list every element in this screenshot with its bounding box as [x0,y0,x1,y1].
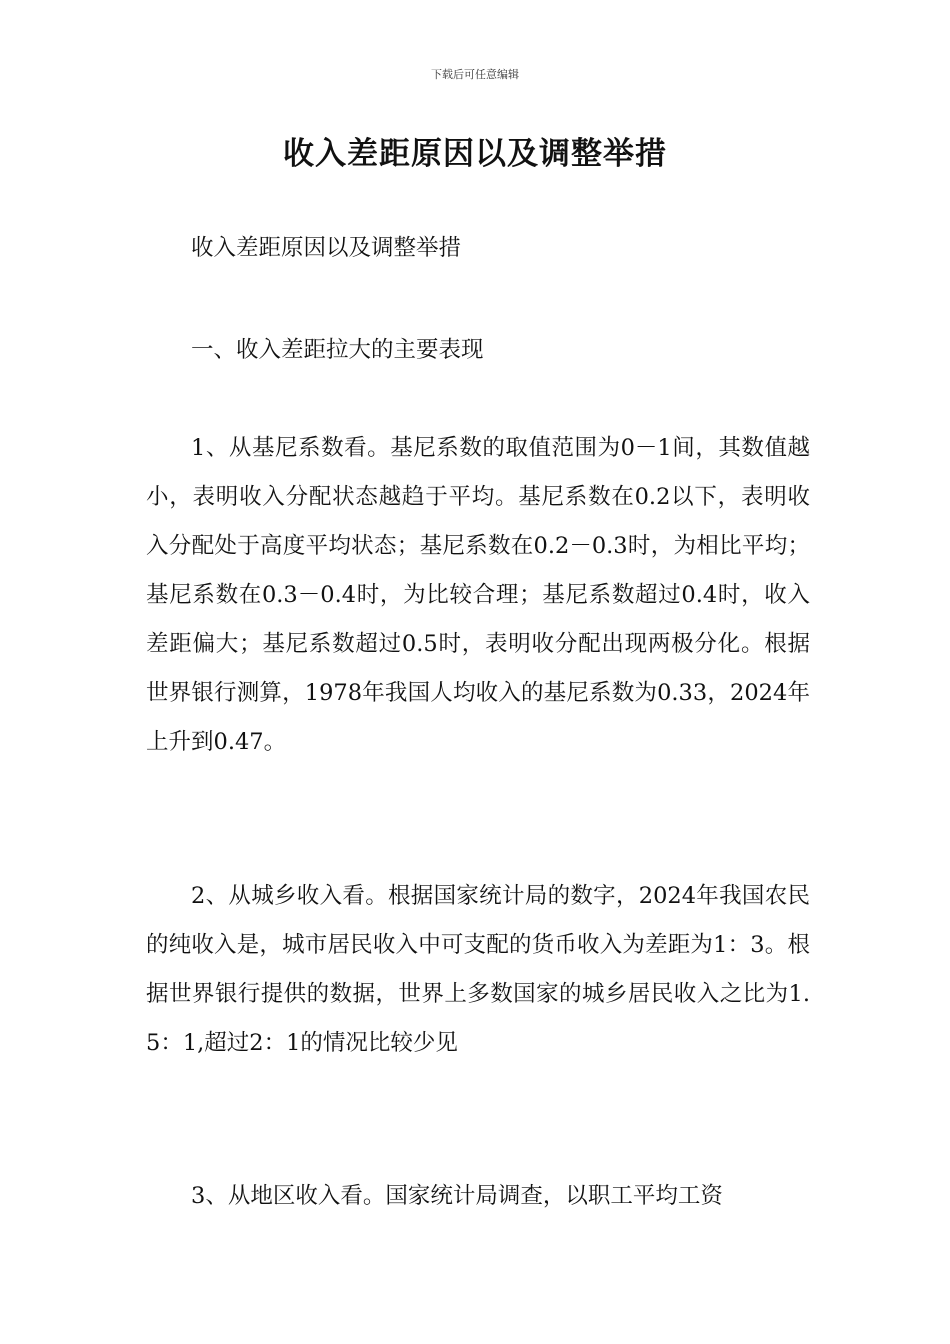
subtitle: 收入差距原因以及调整举措 [191,235,462,261]
document-title: 收入差距原因以及调整举措 [283,136,667,172]
paragraph-gini: 1、从基尼系数看。基尼系数的取值范围为0－1间，其数值越小，表明收入分配状态越趋于平均。基尼系数在0.2以下，表明收入分配处于高度平均状态；基尼系数在0.2－0.3时，为相比平均；基尼系数在0.3－0.4时，为比较合理；基尼系数超过0.4时，收入差距偏大；基尼系数超过0.5时，表明收分配出现两极分化。根据世界银行测算，1978年我国人均收入的基尼系数为0.33，2024年上升到0.47。 [146,435,810,755]
header-note: 下载后可任意编辑 [431,68,519,81]
paragraph-urban-rural: 2、从城乡收入看。根据国家统计局的数字，2024年我国农民的纯收入是，城市居民收入中可支配的货币收入为差距为1：3。根据世界银行提供的数据，世界上多数国家的城乡居民收入之比为1.5：1,超过2：1的情况比较少见 [146,883,810,1056]
paragraph-regional: 3、从地区收入看。国家统计局调查，以职工平均工资 [191,1183,723,1209]
section-heading: 一、收入差距拉大的主要表现 [191,337,484,363]
